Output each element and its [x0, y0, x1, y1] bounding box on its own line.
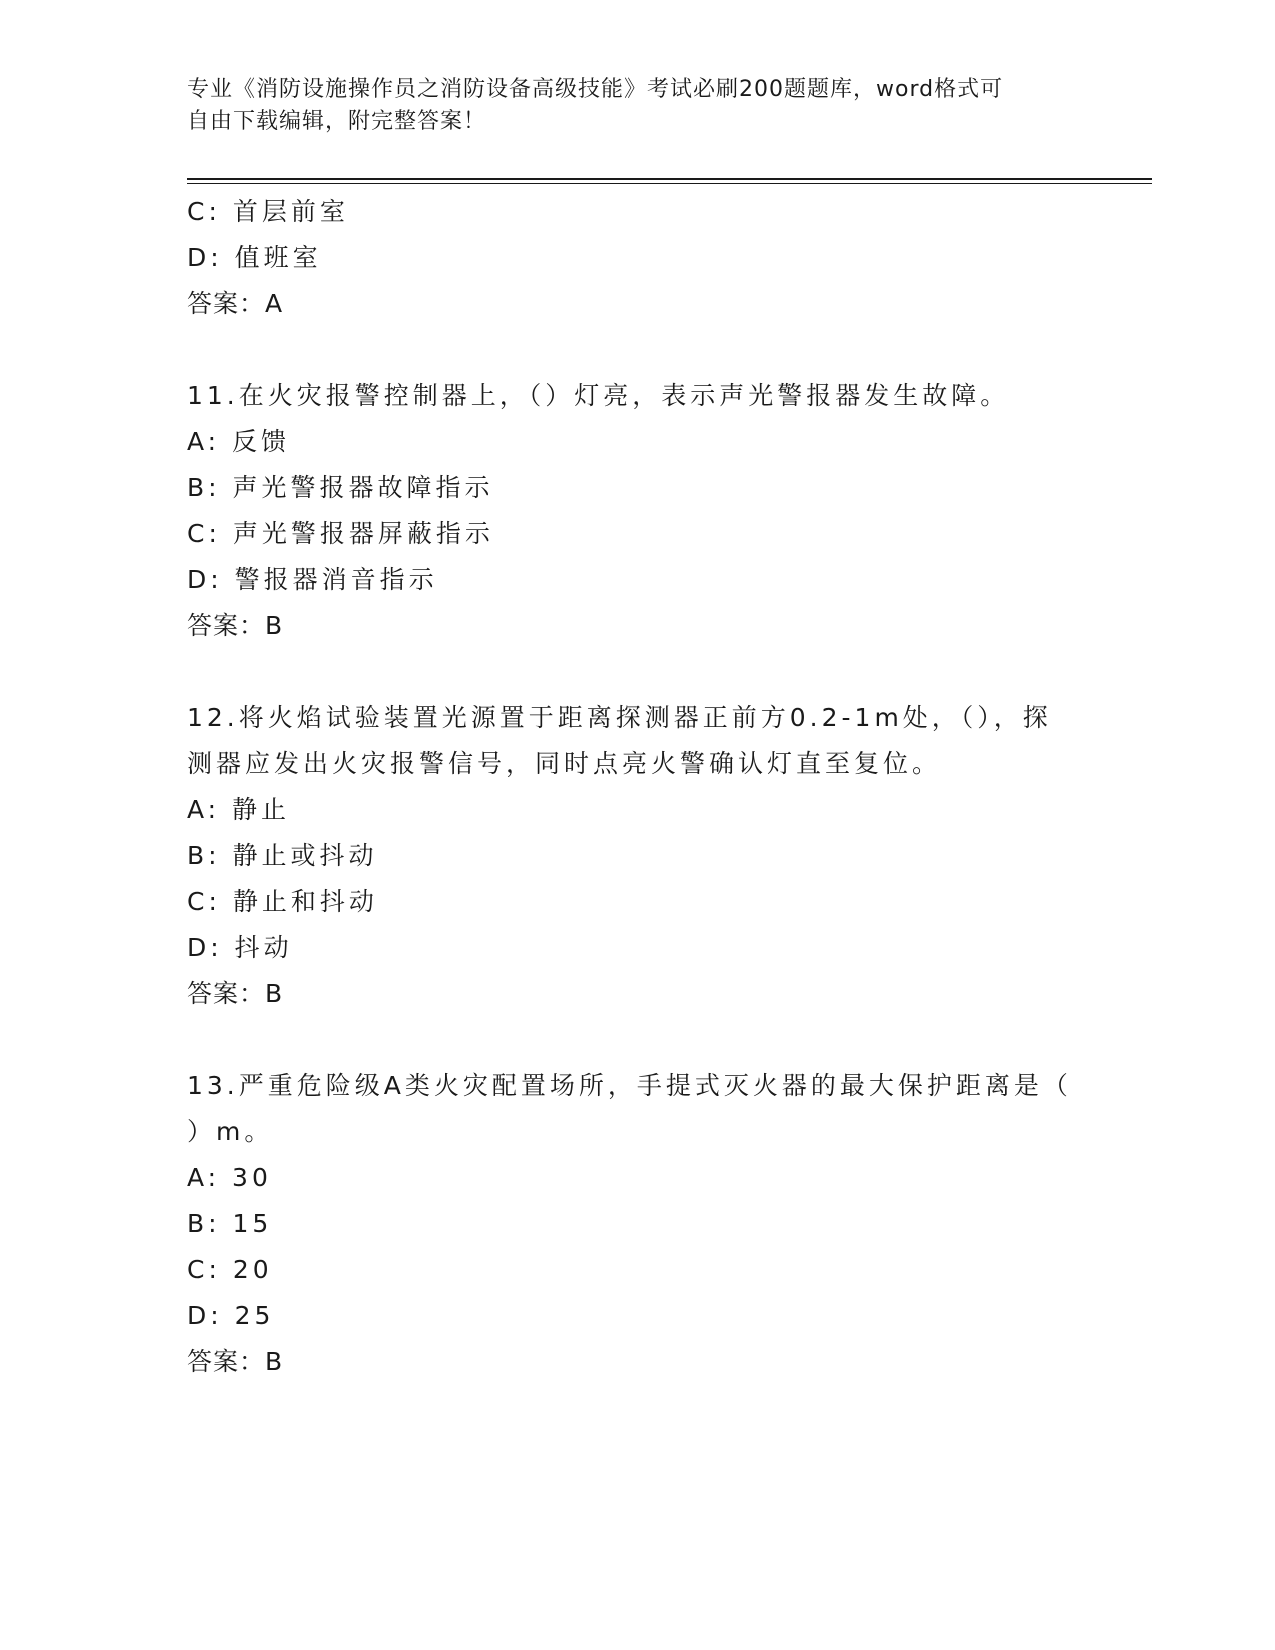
- option-c: C: 首层前室: [187, 197, 349, 226]
- option-a: A: 反馈: [187, 427, 291, 456]
- option-b: B: 静止或抖动: [187, 841, 378, 870]
- header-line-1: 专业《消防设施操作员之消防设备高级技能》考试必刷200题题库，word格式可: [187, 77, 1004, 102]
- answer-line: 答案：B: [187, 611, 284, 640]
- option-c: C: 静止和抖动: [187, 887, 378, 916]
- header-rule-thin: [187, 183, 1152, 184]
- document-header: [187, 74, 1067, 138]
- option-c: C: 20: [187, 1255, 273, 1284]
- answer-line: 答案：A: [187, 289, 284, 318]
- question-stem-continued: 测器应发出火灾报警信号，同时点亮火警确认灯直至复位。: [187, 749, 942, 778]
- answer-line: 答案：B: [187, 1347, 284, 1376]
- option-d: D: 值班室: [187, 243, 322, 272]
- spacer: [187, 1017, 1087, 1063]
- option-c: C: 声光警报器屏蔽指示: [187, 519, 494, 548]
- header-line-2: 自由下载编辑，附完整答案！: [187, 109, 487, 134]
- question-11: [187, 373, 1087, 649]
- question-stem: 12.将火焰试验装置光源置于距离探测器正前方0.2-1m处，（），探: [187, 703, 1052, 732]
- header-rule-thick: [187, 178, 1152, 180]
- question-stem: 13.严重危险级A类火灾配置场所，手提式灭火器的最大保护距离是（: [187, 1071, 1072, 1100]
- option-d: D: 抖动: [187, 933, 293, 962]
- answer-line: 答案：B: [187, 979, 284, 1008]
- option-a: A: 30: [187, 1163, 272, 1192]
- question-list: [187, 189, 1087, 1385]
- option-a: A: 静止: [187, 795, 291, 824]
- option-d: D: 25: [187, 1301, 275, 1330]
- option-d: D: 警报器消音指示: [187, 565, 438, 594]
- spacer: [187, 649, 1087, 695]
- prev-question: [187, 189, 1087, 327]
- question-13: [187, 1063, 1087, 1385]
- spacer: [187, 327, 1087, 373]
- option-b: B: 声光警报器故障指示: [187, 473, 494, 502]
- question-12: [187, 695, 1087, 1017]
- question-stem-continued: ）m。: [187, 1117, 274, 1146]
- option-b: B: 15: [187, 1209, 273, 1238]
- question-stem: 11.在火灾报警控制器上，（）灯亮，表示声光警报器发生故障。: [187, 381, 1010, 410]
